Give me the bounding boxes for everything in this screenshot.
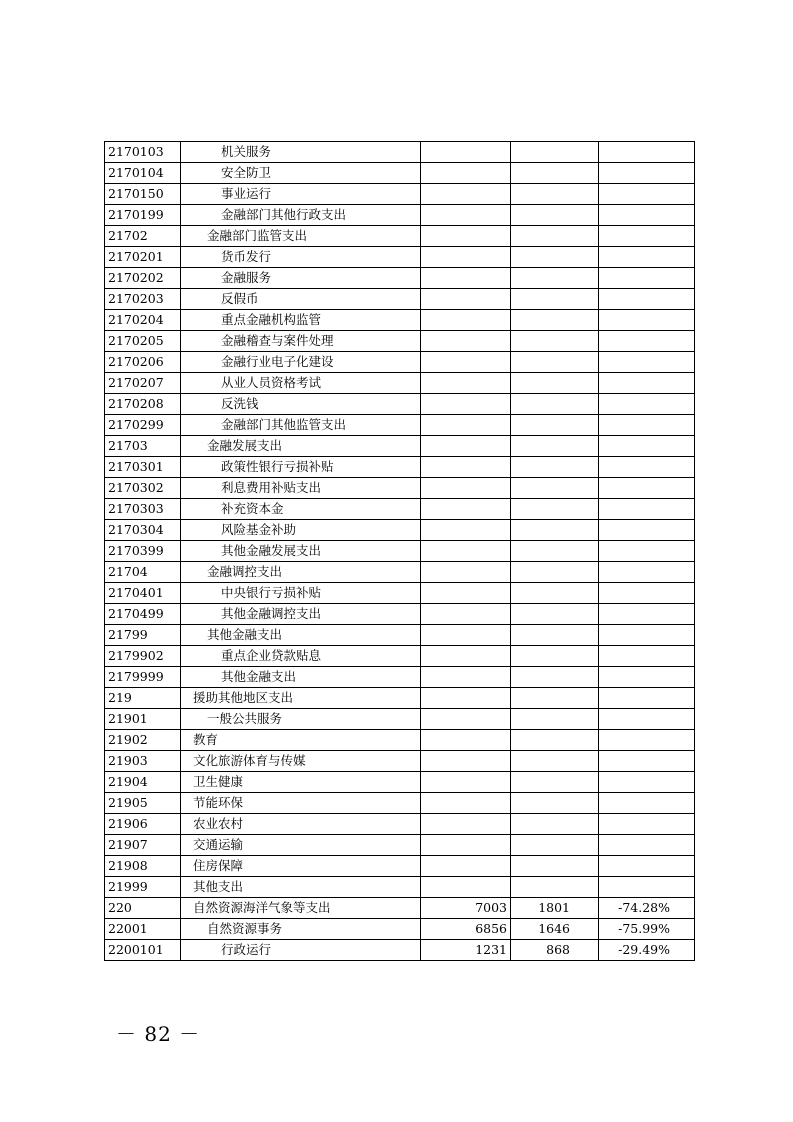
account-name-cell: 交通运输 <box>181 835 421 856</box>
actual-value-cell <box>511 730 599 751</box>
budget-value-cell <box>421 835 511 856</box>
budget-table-body <box>105 142 695 961</box>
change-percent-cell <box>599 583 695 604</box>
change-percent-cell <box>599 373 695 394</box>
account-code-cell: 2170202 <box>105 268 181 289</box>
actual-value-cell <box>511 331 599 352</box>
budget-value-cell: 6856 <box>421 919 511 940</box>
table-row <box>105 373 695 394</box>
change-percent-cell <box>599 877 695 898</box>
account-code-cell: 220 <box>105 898 181 919</box>
table-row <box>105 268 695 289</box>
change-percent-cell <box>599 814 695 835</box>
budget-table <box>104 141 695 961</box>
table-row <box>105 457 695 478</box>
budget-value-cell <box>421 457 511 478</box>
actual-value-cell <box>511 856 599 877</box>
change-percent-cell <box>599 247 695 268</box>
change-percent-cell <box>599 205 695 226</box>
change-percent-cell <box>599 394 695 415</box>
account-code-cell: 2170203 <box>105 289 181 310</box>
actual-value-cell <box>511 583 599 604</box>
actual-value-cell <box>511 751 599 772</box>
account-name-cell: 货币发行 <box>181 247 421 268</box>
actual-value-cell <box>511 478 599 499</box>
actual-value-cell: 1801 <box>511 898 599 919</box>
table-row <box>105 709 695 730</box>
table-row <box>105 583 695 604</box>
account-name-cell: 金融行业电子化建设 <box>181 352 421 373</box>
account-name-cell: 安全防卫 <box>181 163 421 184</box>
account-code-cell: 2170199 <box>105 205 181 226</box>
account-code-cell: 21907 <box>105 835 181 856</box>
change-percent-cell <box>599 709 695 730</box>
change-percent-cell <box>599 772 695 793</box>
account-name-cell: 其他金融支出 <box>181 667 421 688</box>
table-row <box>105 688 695 709</box>
table-row <box>105 520 695 541</box>
change-percent-cell <box>599 226 695 247</box>
account-code-cell: 21906 <box>105 814 181 835</box>
actual-value-cell <box>511 604 599 625</box>
actual-value-cell <box>511 394 599 415</box>
actual-value-cell <box>511 268 599 289</box>
budget-value-cell <box>421 226 511 247</box>
account-name-cell: 金融服务 <box>181 268 421 289</box>
account-name-cell: 其他金融发展支出 <box>181 541 421 562</box>
change-percent-cell <box>599 835 695 856</box>
actual-value-cell <box>511 142 599 163</box>
table-row <box>105 331 695 352</box>
actual-value-cell <box>511 667 599 688</box>
account-name-cell: 重点企业贷款贴息 <box>181 646 421 667</box>
change-percent-cell: -74.28% <box>599 898 695 919</box>
actual-value-cell <box>511 562 599 583</box>
actual-value-cell <box>511 373 599 394</box>
table-row <box>105 289 695 310</box>
actual-value-cell <box>511 499 599 520</box>
table-row <box>105 163 695 184</box>
account-name-cell: 卫生健康 <box>181 772 421 793</box>
actual-value-cell <box>511 226 599 247</box>
change-percent-cell <box>599 562 695 583</box>
page-number: － 82 － <box>116 1022 201 1046</box>
budget-value-cell <box>421 331 511 352</box>
account-name-cell: 自然资源事务 <box>181 919 421 940</box>
table-row <box>105 394 695 415</box>
account-code-cell: 21903 <box>105 751 181 772</box>
budget-value-cell <box>421 268 511 289</box>
table-row <box>105 856 695 877</box>
change-percent-cell: -29.49% <box>599 940 695 961</box>
table-row <box>105 835 695 856</box>
account-code-cell: 21908 <box>105 856 181 877</box>
budget-value-cell <box>421 730 511 751</box>
change-percent-cell <box>599 142 695 163</box>
actual-value-cell <box>511 793 599 814</box>
account-name-cell: 其他金融调控支出 <box>181 604 421 625</box>
change-percent-cell <box>599 793 695 814</box>
actual-value-cell <box>511 310 599 331</box>
account-code-cell: 2170206 <box>105 352 181 373</box>
account-code-cell: 21999 <box>105 877 181 898</box>
table-row <box>105 877 695 898</box>
actual-value-cell <box>511 457 599 478</box>
budget-value-cell <box>421 625 511 646</box>
account-code-cell: 2170399 <box>105 541 181 562</box>
account-name-cell: 行政运行 <box>181 940 421 961</box>
actual-value-cell <box>511 877 599 898</box>
account-code-cell: 2170299 <box>105 415 181 436</box>
budget-value-cell <box>421 604 511 625</box>
account-name-cell: 金融部门其他行政支出 <box>181 205 421 226</box>
budget-value-cell <box>421 184 511 205</box>
account-name-cell: 补充资本金 <box>181 499 421 520</box>
table-row <box>105 478 695 499</box>
account-code-cell: 2170499 <box>105 604 181 625</box>
account-name-cell: 金融部门监管支出 <box>181 226 421 247</box>
table-row <box>105 436 695 457</box>
account-name-cell: 一般公共服务 <box>181 709 421 730</box>
table-row <box>105 352 695 373</box>
actual-value-cell <box>511 835 599 856</box>
account-name-cell: 金融发展支出 <box>181 436 421 457</box>
account-code-cell: 2170301 <box>105 457 181 478</box>
change-percent-cell <box>599 478 695 499</box>
actual-value-cell <box>511 436 599 457</box>
actual-value-cell <box>511 646 599 667</box>
table-row <box>105 646 695 667</box>
account-code-cell: 2179902 <box>105 646 181 667</box>
account-name-cell: 其他支出 <box>181 877 421 898</box>
account-code-cell: 2170401 <box>105 583 181 604</box>
account-code-cell: 21799 <box>105 625 181 646</box>
table-row <box>105 751 695 772</box>
budget-value-cell <box>421 688 511 709</box>
table-row <box>105 562 695 583</box>
actual-value-cell <box>511 163 599 184</box>
account-code-cell: 21902 <box>105 730 181 751</box>
table-row <box>105 310 695 331</box>
account-code-cell: 2170208 <box>105 394 181 415</box>
account-code-cell: 2200101 <box>105 940 181 961</box>
actual-value-cell <box>511 247 599 268</box>
change-percent-cell <box>599 184 695 205</box>
budget-value-cell: 7003 <box>421 898 511 919</box>
account-code-cell: 2170150 <box>105 184 181 205</box>
budget-value-cell <box>421 793 511 814</box>
actual-value-cell <box>511 184 599 205</box>
account-name-cell: 政策性银行亏损补贴 <box>181 457 421 478</box>
budget-value-cell <box>421 289 511 310</box>
actual-value-cell <box>511 415 599 436</box>
budget-value-cell <box>421 856 511 877</box>
account-name-cell: 风险基金补助 <box>181 520 421 541</box>
budget-value-cell <box>421 751 511 772</box>
account-code-cell: 2170104 <box>105 163 181 184</box>
table-row <box>105 772 695 793</box>
budget-value-cell <box>421 415 511 436</box>
account-code-cell: 2170302 <box>105 478 181 499</box>
change-percent-cell <box>599 604 695 625</box>
table-row <box>105 205 695 226</box>
account-code-cell: 2170103 <box>105 142 181 163</box>
change-percent-cell <box>599 436 695 457</box>
change-percent-cell <box>599 457 695 478</box>
account-name-cell: 住房保障 <box>181 856 421 877</box>
budget-value-cell <box>421 499 511 520</box>
account-code-cell: 21704 <box>105 562 181 583</box>
account-code-cell: 2170204 <box>105 310 181 331</box>
account-code-cell: 22001 <box>105 919 181 940</box>
account-code-cell: 2170207 <box>105 373 181 394</box>
change-percent-cell <box>599 163 695 184</box>
account-name-cell: 金融部门其他监管支出 <box>181 415 421 436</box>
account-name-cell: 教育 <box>181 730 421 751</box>
change-percent-cell <box>599 331 695 352</box>
budget-value-cell <box>421 373 511 394</box>
budget-value-cell: 1231 <box>421 940 511 961</box>
account-code-cell: 21901 <box>105 709 181 730</box>
account-name-cell: 利息费用补贴支出 <box>181 478 421 499</box>
change-percent-cell <box>599 541 695 562</box>
account-name-cell: 农业农村 <box>181 814 421 835</box>
actual-value-cell <box>511 205 599 226</box>
budget-value-cell <box>421 667 511 688</box>
change-percent-cell <box>599 646 695 667</box>
change-percent-cell <box>599 352 695 373</box>
account-name-cell: 中央银行亏损补贴 <box>181 583 421 604</box>
table-row <box>105 499 695 520</box>
table-row <box>105 415 695 436</box>
budget-value-cell <box>421 520 511 541</box>
change-percent-cell <box>599 499 695 520</box>
change-percent-cell: -75.99% <box>599 919 695 940</box>
account-code-cell: 2170205 <box>105 331 181 352</box>
budget-value-cell <box>421 583 511 604</box>
budget-value-cell <box>421 814 511 835</box>
account-code-cell: 2170201 <box>105 247 181 268</box>
account-name-cell: 从业人员资格考试 <box>181 373 421 394</box>
account-code-cell: 2170304 <box>105 520 181 541</box>
budget-value-cell <box>421 541 511 562</box>
change-percent-cell <box>599 730 695 751</box>
budget-value-cell <box>421 247 511 268</box>
change-percent-cell <box>599 856 695 877</box>
budget-value-cell <box>421 205 511 226</box>
actual-value-cell <box>511 709 599 730</box>
budget-value-cell <box>421 310 511 331</box>
budget-value-cell <box>421 163 511 184</box>
account-code-cell: 2179999 <box>105 667 181 688</box>
account-name-cell: 机关服务 <box>181 142 421 163</box>
budget-value-cell <box>421 877 511 898</box>
table-row <box>105 667 695 688</box>
budget-value-cell <box>421 142 511 163</box>
table-row <box>105 604 695 625</box>
change-percent-cell <box>599 667 695 688</box>
account-code-cell: 21703 <box>105 436 181 457</box>
account-code-cell: 21904 <box>105 772 181 793</box>
table-row <box>105 625 695 646</box>
account-code-cell: 2170303 <box>105 499 181 520</box>
budget-value-cell <box>421 436 511 457</box>
change-percent-cell <box>599 268 695 289</box>
table-row <box>105 184 695 205</box>
account-name-cell: 重点金融机构监管 <box>181 310 421 331</box>
actual-value-cell <box>511 814 599 835</box>
budget-value-cell <box>421 772 511 793</box>
actual-value-cell <box>511 772 599 793</box>
account-name-cell: 金融调控支出 <box>181 562 421 583</box>
actual-value-cell <box>511 520 599 541</box>
table-row <box>105 793 695 814</box>
budget-value-cell <box>421 352 511 373</box>
change-percent-cell <box>599 625 695 646</box>
table-row <box>105 226 695 247</box>
change-percent-cell <box>599 289 695 310</box>
table-row <box>105 814 695 835</box>
budget-value-cell <box>421 562 511 583</box>
change-percent-cell <box>599 415 695 436</box>
account-code-cell: 21905 <box>105 793 181 814</box>
account-name-cell: 事业运行 <box>181 184 421 205</box>
change-percent-cell <box>599 751 695 772</box>
account-name-cell: 反洗钱 <box>181 394 421 415</box>
table-row <box>105 247 695 268</box>
account-name-cell: 反假币 <box>181 289 421 310</box>
account-name-cell: 援助其他地区支出 <box>181 688 421 709</box>
account-name-cell: 节能环保 <box>181 793 421 814</box>
actual-value-cell <box>511 352 599 373</box>
change-percent-cell <box>599 520 695 541</box>
account-name-cell: 自然资源海洋气象等支出 <box>181 898 421 919</box>
actual-value-cell <box>511 541 599 562</box>
change-percent-cell <box>599 688 695 709</box>
budget-value-cell <box>421 709 511 730</box>
budget-value-cell <box>421 646 511 667</box>
actual-value-cell <box>511 688 599 709</box>
actual-value-cell <box>511 625 599 646</box>
account-code-cell: 219 <box>105 688 181 709</box>
table-row <box>105 898 695 919</box>
budget-value-cell <box>421 478 511 499</box>
budget-value-cell <box>421 394 511 415</box>
account-name-cell: 金融稽查与案件处理 <box>181 331 421 352</box>
account-name-cell: 文化旅游体育与传媒 <box>181 751 421 772</box>
table-row <box>105 919 695 940</box>
change-percent-cell <box>599 310 695 331</box>
table-row <box>105 142 695 163</box>
account-name-cell: 其他金融支出 <box>181 625 421 646</box>
table-row <box>105 730 695 751</box>
table-row <box>105 940 695 961</box>
actual-value-cell: 868 <box>511 940 599 961</box>
actual-value-cell <box>511 289 599 310</box>
table-row <box>105 541 695 562</box>
actual-value-cell: 1646 <box>511 919 599 940</box>
account-code-cell: 21702 <box>105 226 181 247</box>
